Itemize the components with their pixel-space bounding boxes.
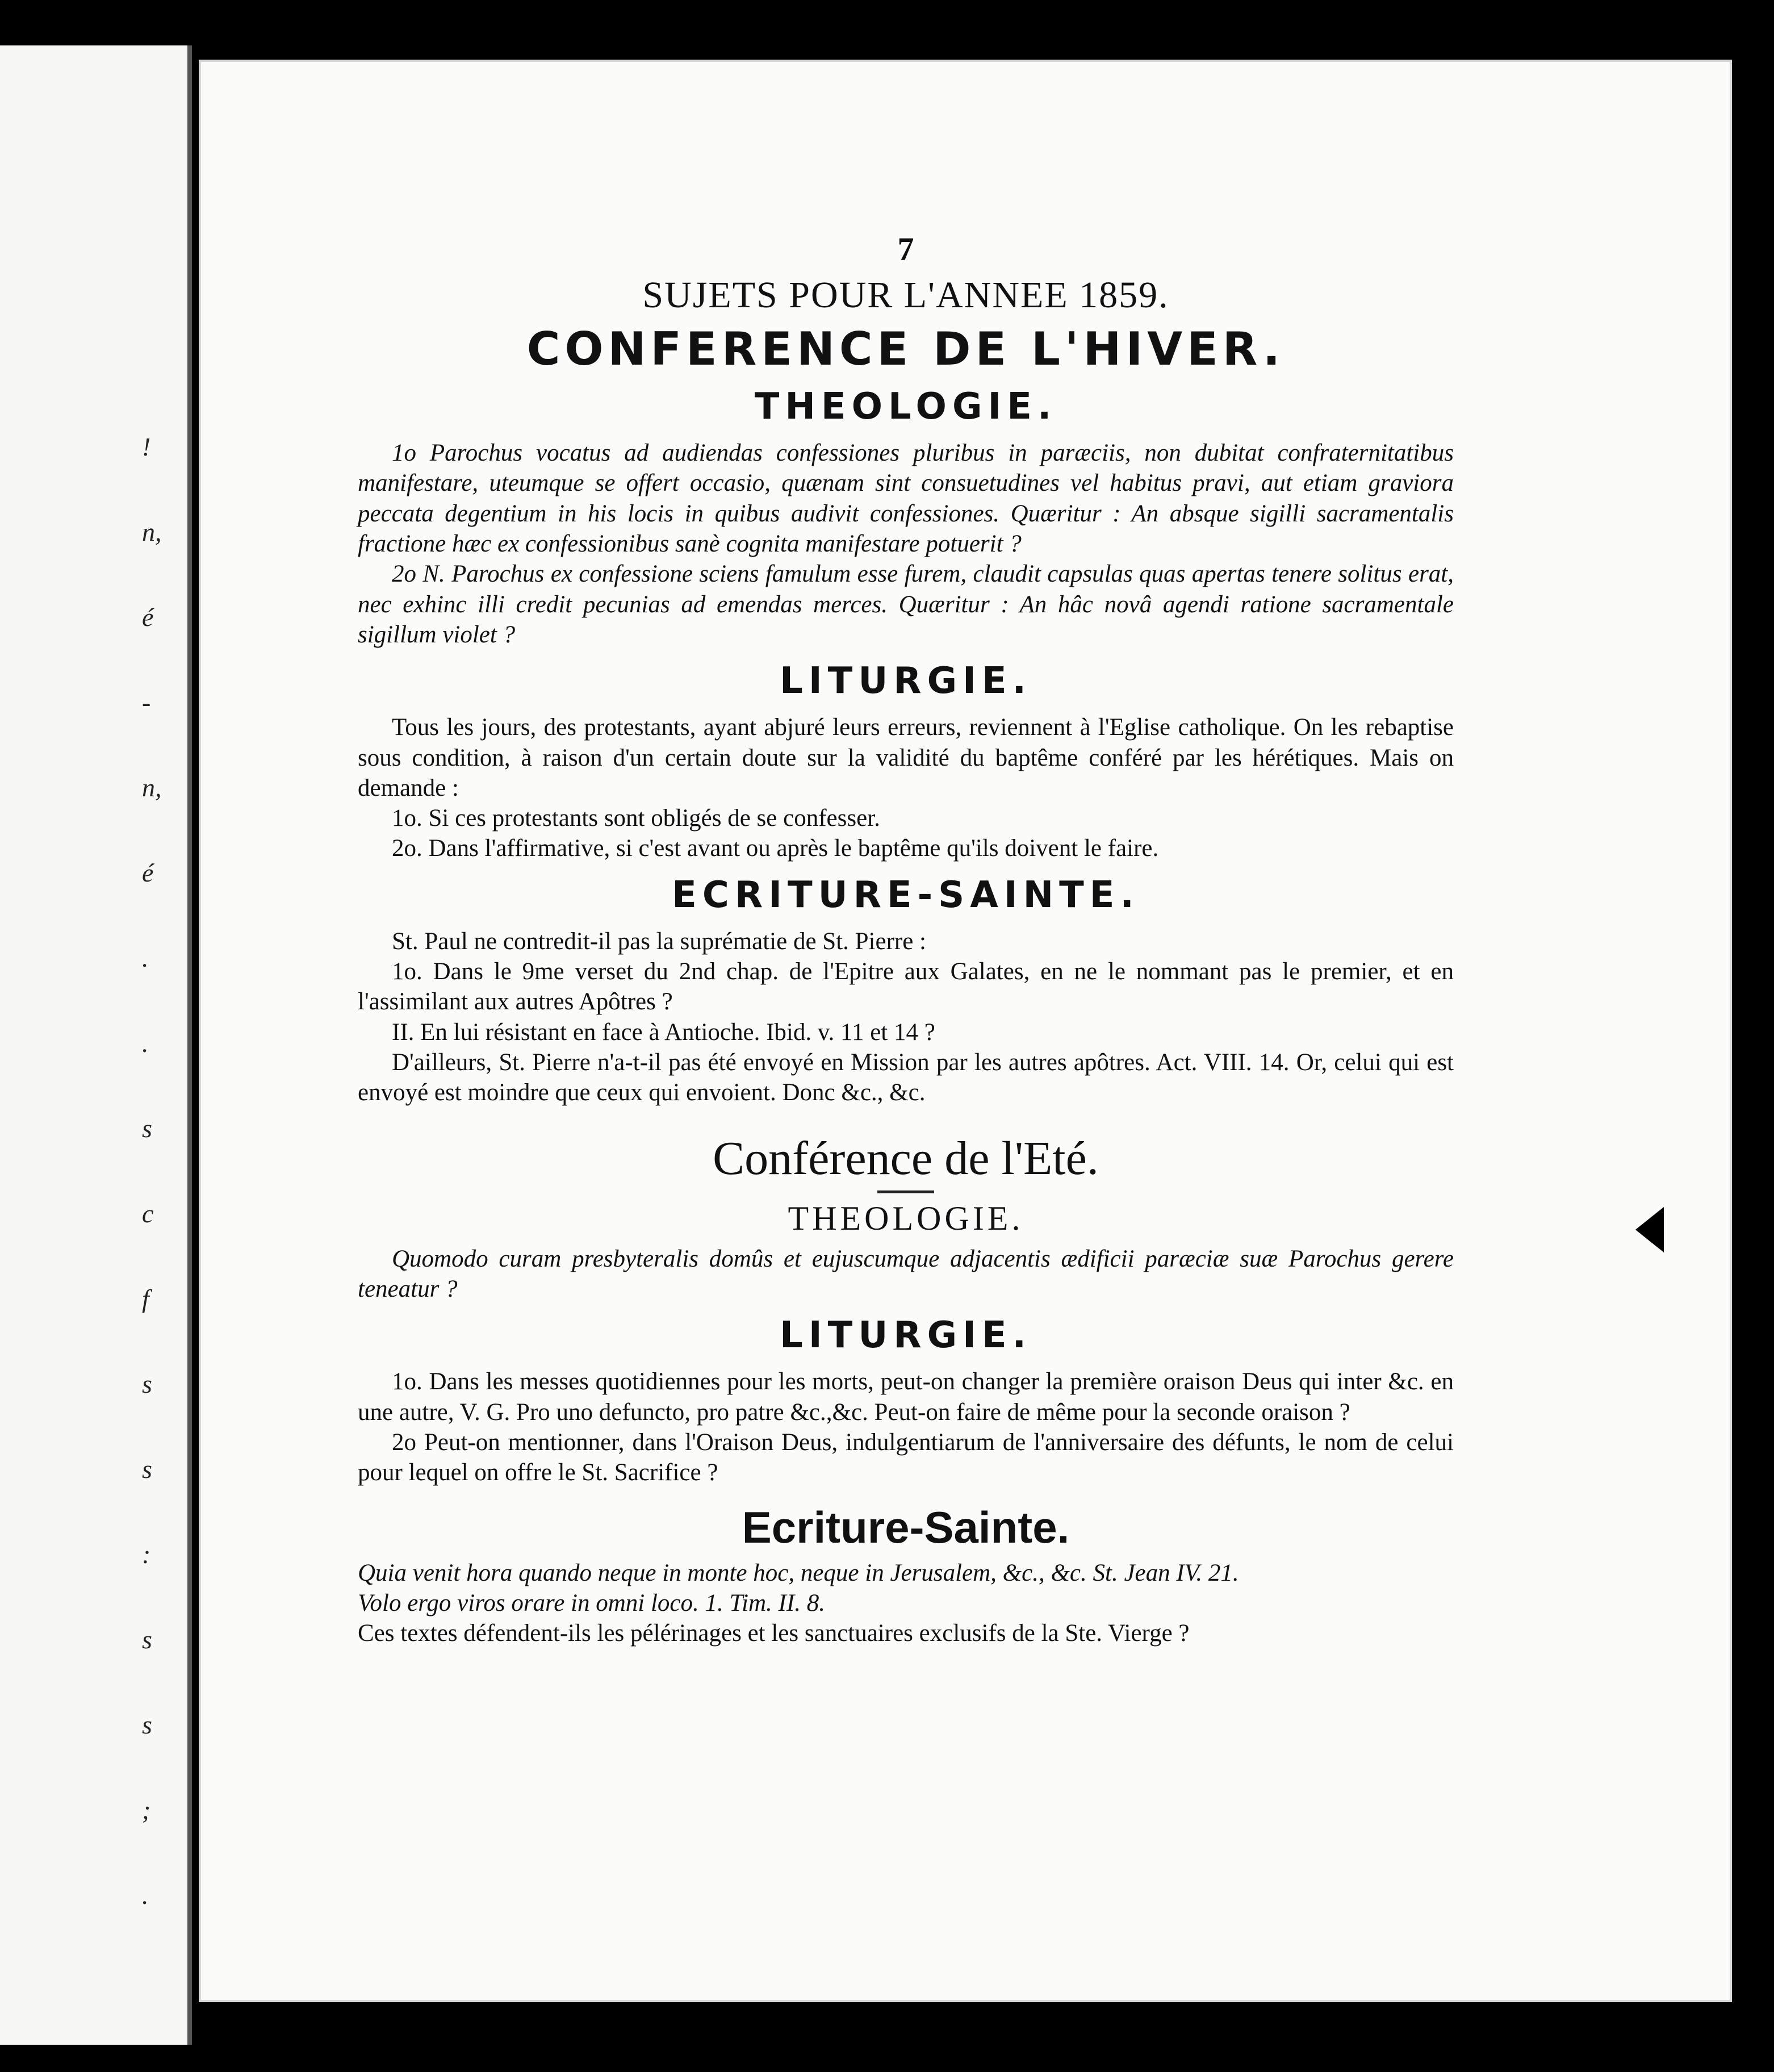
- winter-ecriture-paragraph-3: II. En lui résistant en face à Antioche. Ibid. v. 11 et 14 ?: [392, 1018, 935, 1046]
- facing-page-edge: [0, 45, 192, 2045]
- edge-mark: :: [142, 1540, 151, 1569]
- edge-mark: f: [142, 1284, 149, 1313]
- winter-theologie-paragraph-2: 2o N. Parochus ex confessione sciens famulum esse furem, claudit capsulas quas apertas tenere solitus erat, nec exhinc illi credit pecunias ad emendas merces. Quæritur : An hâc novâ agendi ratione sacramentale sigillum violet ?: [358, 561, 1454, 648]
- winter-ecriture-paragraph-1: St. Paul ne contredit-il pas la suprématie de St. Pierre :: [392, 928, 927, 955]
- year-title: SUJETS POUR L'ANNEE 1859.: [642, 274, 1169, 316]
- winter-conference-title: CONFERENCE DE L'HIVER.: [526, 323, 1285, 375]
- winter-ecriture-title: ECRITURE-SAINTE.: [672, 874, 1140, 916]
- edge-mark: s: [142, 1455, 152, 1484]
- edge-mark: é: [142, 603, 154, 632]
- summer-ecriture-title: Ecriture-Sainte.: [742, 1502, 1070, 1552]
- edge-mark: .: [142, 1881, 149, 1910]
- edge-mark: n,: [142, 517, 162, 546]
- edge-mark: s: [142, 1625, 152, 1654]
- edge-mark: s: [142, 1710, 152, 1739]
- winter-theologie-title: THEOLOGIE.: [754, 386, 1057, 428]
- winter-liturgie-intro: Tous les jours, des protestants, ayant abjuré leurs erreurs, reviennent à l'Eglise catholique. On les rebaptise sous condition, à raison d'un certain doute sur la validité du baptême conféré par les hérétiques. Mais on demande :: [358, 714, 1454, 801]
- summer-theologie-text: Quomodo curam presbyteralis domûs et eujuscumque adjacentis ædificii paræciæ suæ Parochus gerere teneatur ?: [358, 1245, 1454, 1302]
- page-number: 7: [897, 231, 914, 268]
- winter-theologie-paragraph-1: 1o Parochus vocatus ad audiendas confessiones pluribus in paræciis, non dubitat confraternitatibus manifestare, uteumque se offert occasio, quænam sint consuetudines vel habitus pravi, aut etiam graviora peccata degentium in his locis in quibus audivit confessiones. Quæritur : An absque sigilli sacramentalis fractione hæc ex confessionibus sanè cognita manifestare potuerit ?: [358, 440, 1454, 557]
- summer-ecriture-line-2: Volo ergo viros orare in omni loco. 1. Tim. II. 8.: [358, 1589, 825, 1616]
- summer-liturgie-title: LITURGIE.: [780, 1314, 1032, 1357]
- summer-ecriture-line-1: Quia venit hora quando neque in monte hoc, neque in Jerusalem, &c., &c. St. Jean IV. 21.: [358, 1559, 1239, 1586]
- summer-ecriture-line-3: Ces textes défendent-ils les pélérinages et les sanctuaires exclusifs de la Ste. Vierge ?: [358, 1620, 1190, 1647]
- edge-mark: s: [142, 1369, 152, 1398]
- winter-liturgie-item-2: 2o. Dans l'affirmative, si c'est avant ou après le baptême qu'ils doivent le faire.: [392, 835, 1159, 862]
- page-clip-mark: [1635, 1207, 1664, 1252]
- edge-mark: s: [142, 1114, 152, 1143]
- edge-mark: ;: [142, 1795, 151, 1824]
- summer-liturgie-paragraph-1: 1o. Dans les messes quotidiennes pour les morts, peut-on changer la première oraison Deus qui inter &c. en une autre, V. G. Pro uno defuncto, pro patre &c.,&c. Peut-on faire de même pour la seconde oraison ?: [358, 1368, 1454, 1426]
- winter-ecriture-paragraph-2: 1o. Dans le 9me verset du 2nd chap. de l'Epitre aux Galates, en ne le nommant pas le premier, et en l'assimilant aux autres Apôtres ?: [358, 958, 1454, 1016]
- summer-theologie-title: THEOLOGIE.: [788, 1199, 1024, 1237]
- title-rule: [877, 1190, 934, 1193]
- edge-mark: -: [142, 688, 151, 717]
- edge-mark: .: [142, 943, 149, 972]
- summer-liturgie-paragraph-2: 2o Peut-on mentionner, dans l'Oraison Deus, indulgentiarum de l'anniversaire des défunts, le nom de celui pour lequel on offre le St. Sacrifice ?: [358, 1428, 1454, 1486]
- edge-mark: !: [142, 432, 151, 461]
- edge-mark: n,: [142, 773, 162, 802]
- summer-conference-title: Conférence de l'Eté.: [713, 1131, 1099, 1185]
- edge-mark: .: [142, 1029, 149, 1058]
- winter-ecriture-paragraph-4: D'ailleurs, St. Pierre n'a-t-il pas été envoyé en Mission par les autres apôtres. Act. VIII. 14. Or, celui qui est envoyé est moindre que ceux qui envoient. Donc &c., &c.: [358, 1049, 1454, 1106]
- winter-liturgie-item-1: 1o. Si ces protestants sont obligés de se confesser.: [392, 805, 880, 832]
- page-content: [358, 230, 1454, 1648]
- edge-mark: é: [142, 858, 154, 887]
- document-page: [199, 60, 1732, 2002]
- edge-mark: c: [142, 1199, 154, 1228]
- winter-liturgie-title: LITURGIE.: [780, 660, 1032, 703]
